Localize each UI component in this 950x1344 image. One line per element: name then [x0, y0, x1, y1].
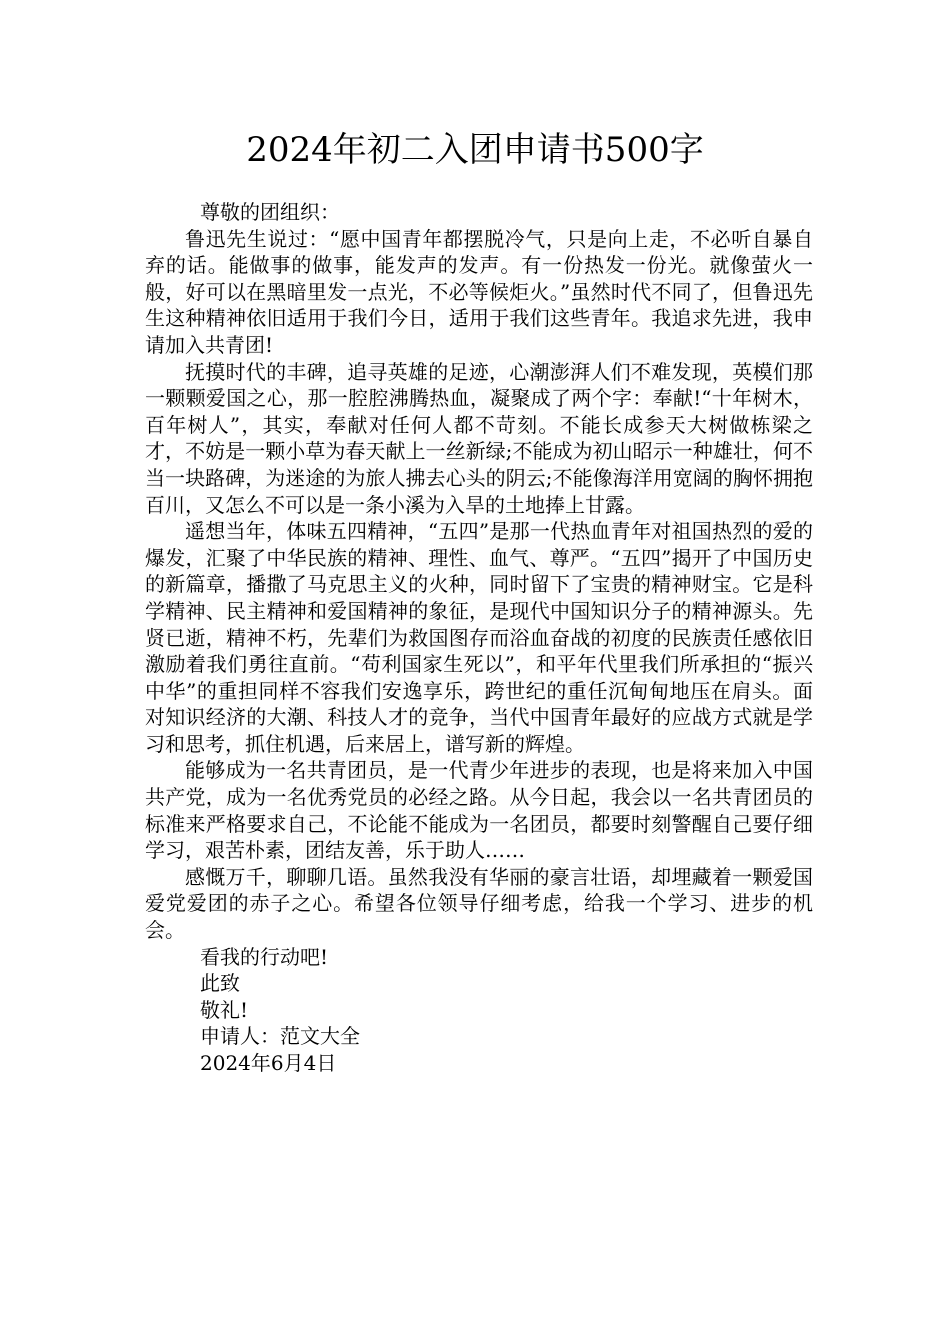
salutation: 尊敬的团组织：	[200, 200, 340, 224]
paragraph: 抚摸时代的丰碑，追寻英雄的足迹，心潮澎湃人们不难发现，英模们那一颗颗爱国之心，那一腔腔沸腾热血，凝聚成了两个字：奉献!“十年树木，百年树人”，其实，奉献对任何人都不苛刻。不能长成参天大树做栋梁之才，不妨是一颗小草为春天献上一丝新绿;不能成为初山昭示一种雄壮，何不当一块路碑，为迷途的为旅人拂去心头的阴云;不能像海洋用宽阔的胸怀拥抱百川，又怎么不可以是一条小溪为入旱的土地捧上甘露。	[145, 359, 813, 517]
closing-greeting: 此致	[200, 971, 240, 996]
letter-body	[145, 199, 813, 1077]
letter-date: 2024年6月4日	[200, 1051, 337, 1075]
paragraph: 感慨万千，聊聊几语。虽然我没有华丽的豪言壮语，却埋藏着一颗爱国爱党爱团的赤子之心。希望各位领导仔细考虑，给我一个学习、进步的机会。	[145, 864, 813, 943]
paragraph: 遥想当年，体味五四精神，“五四”是那一代热血青年对祖国热烈的爱的爆发，汇聚了中华民族的精神、理性、血气、尊严。“五四”揭开了中国历史的新篇章，播撒了马克思主义的火种，同时留下了宝贵的精神财宝。它是科学精神、民主精神和爱国精神的象征，是现代中国知识分子的精神源头。先贤已逝，精神不朽，先辈们为救国图存而浴血奋战的初度的民族责任感依旧激励着我们勇往直前。“苟利国家生死以”，和平年代里我们所承担的“振兴中华”的重担同样不容我们安逸享乐，跨世纪的重任沉甸甸地压在肩头。面对知识经济的大潮、科技人才的竞争，当代中国青年最好的应战方式就是学习和思考，抓住机遇，后来居上，谱写新的辉煌。	[145, 519, 813, 756]
applicant-signature: 申请人：范文大全	[200, 1024, 360, 1049]
closing-salute: 敬礼!	[200, 997, 249, 1022]
paragraph: 能够成为一名共青团员，是一代青少年进步的表现，也是将来加入中国共产党，成为一名优秀党员的必经之路。从今日起，我会以一名共青团员的标准来严格要求自己，不论能不能成为一名团员，都要时刻警醒自己要仔细学习，艰苦朴素，团结友善，乐于助人……	[145, 758, 813, 863]
closing-action: 看我的行动吧!	[200, 944, 329, 969]
page-title: 2024年初二入团申请书500字	[246, 130, 704, 170]
paragraph: 鲁迅先生说过：“愿中国青年都摆脱冷气，只是向上走，不必听自暴自弃的话。能做事的做事，能发声的发声。有一份热发一份光。就像萤火一般，好可以在黑暗里发一点光，不必等候炬火。”虽然时代不同了，但鲁迅先生这种精神依旧适用于我们今日，适用于我们这些青年。我追求先进，我申请加入共青团!	[145, 226, 813, 357]
